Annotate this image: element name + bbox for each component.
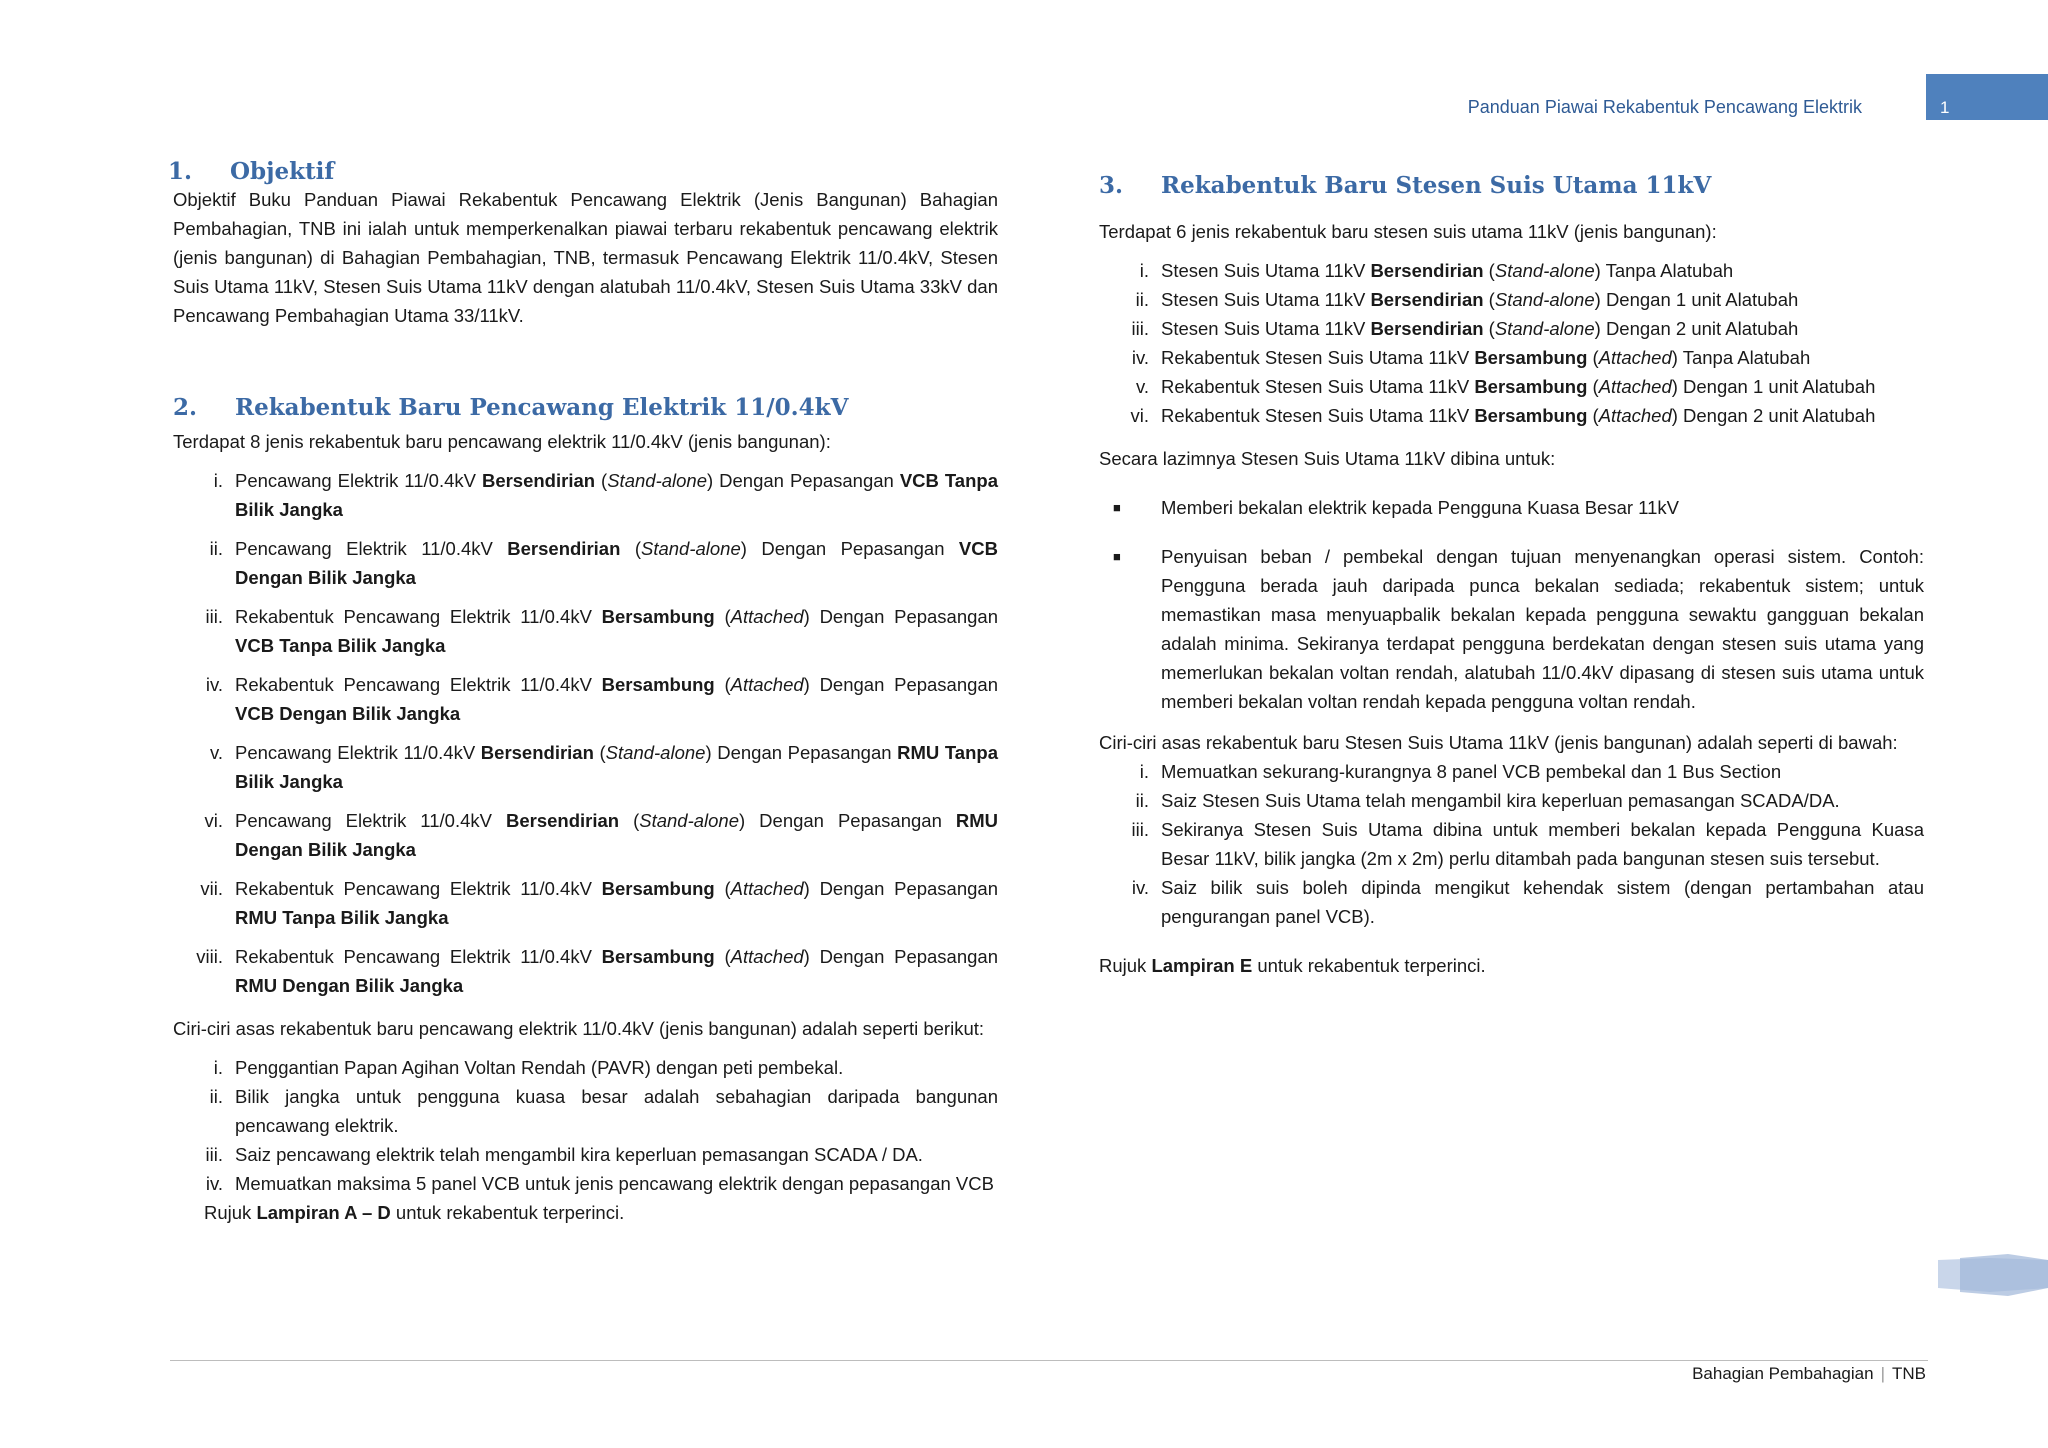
list-item-text: Penyuisan beban / pembekal dengan tujuan menyenangkan operasi sistem. Contoh: Pengguna berada jauh daripada punca bekalan sediada; rekabentuk sistem; untuk memastikan masa menyuapbalik bekalan kepada pengguna sewaktu gangguan bekalan adalah minima. Sekiranya terdapat pengguna berdekatan dengan stesen suis utama yang memerlukan bekalan voltan rendah, alatubah 11/0.4kV dipasang di stesen suis utama untuk memberi bekalan voltan rendah kepada pengguna voltan rendah.	[1161, 546, 1924, 712]
list-marker: iv.	[1131, 877, 1149, 898]
section-1-heading	[168, 158, 998, 185]
list-item	[1099, 401, 1924, 430]
list-item-text: Pencawang Elektrik 11/0.4kV Bersendirian (Stand-alone) Dengan Pepasangan RMU Tanpa Bilik Jangka	[235, 742, 998, 792]
section-3-features-list	[1099, 757, 1924, 931]
list-item-text: Stesen Suis Utama 11kV Bersendirian (Stand-alone) Dengan 2 unit Alatubah	[1161, 318, 1799, 339]
right-column	[1099, 172, 1924, 980]
list-item-text: Rekabentuk Pencawang Elektrik 11/0.4kV Bersambung (Attached) Dengan Pepasangan RMU Dengan Bilik Jangka	[235, 946, 998, 996]
list-item-text: Rekabentuk Stesen Suis Utama 11kV Bersambung (Attached) Dengan 2 unit Alatubah	[1161, 405, 1876, 426]
bullet-icon: ■	[1113, 500, 1121, 515]
list-item	[173, 534, 998, 592]
left-column	[168, 158, 998, 1227]
list-marker: i.	[213, 470, 223, 491]
list-marker: iii.	[1131, 819, 1149, 840]
list-item	[173, 738, 998, 796]
list-item	[173, 670, 998, 728]
list-marker: iii.	[205, 1144, 223, 1165]
list-marker: vi.	[1130, 405, 1149, 426]
list-item	[1099, 343, 1924, 372]
list-marker: iv.	[1131, 347, 1149, 368]
list-marker: ii.	[1135, 790, 1149, 811]
list-item	[173, 466, 998, 524]
list-item	[173, 1082, 998, 1140]
footer-rule	[170, 1360, 1928, 1361]
list-item	[1099, 314, 1924, 343]
list-marker: ii.	[209, 1086, 223, 1107]
switching-station-type-list	[1099, 256, 1924, 430]
list-item-text: Saiz pencawang elektrik telah mengambil kira keperluan pemasangan SCADA / DA.	[235, 1144, 923, 1165]
purpose-list	[1099, 493, 1924, 716]
footer-separator: |	[1880, 1364, 1885, 1383]
list-item-text: Stesen Suis Utama 11kV Bersendirian (Stand-alone) Dengan 1 unit Alatubah	[1161, 289, 1799, 310]
objective-paragraph: Objektif Buku Panduan Piawai Rekabentuk Pencawang Elektrik (Jenis Bangunan) Bahagian Pembahagian, TNB ini ialah untuk memperkenalkan piawai terbaru rekabentuk pencawang elektrik (jenis bangunan) di Bahagian Pembahagian, TNB, termasuk Pencawang Elektrik 11/0.4kV, Stesen Suis Utama 11kV, Stesen Suis Utama 11kV dengan alatubah 11/0.4kV, Stesen Suis Utama 33kV dan Pencawang Pembahagian Utama 33/11kV.	[173, 189, 998, 326]
list-item-text: Memberi bekalan elektrik kepada Pengguna Kuasa Besar 11kV	[1161, 497, 1679, 518]
list-marker: iii.	[205, 606, 223, 627]
list-item-text: Pencawang Elektrik 11/0.4kV Bersendirian (Stand-alone) Dengan Pepasangan VCB Tanpa Bilik Jangka	[235, 470, 998, 520]
list-item	[1099, 256, 1924, 285]
list-marker: v.	[1135, 376, 1149, 397]
list-marker: iii.	[1131, 318, 1149, 339]
list-item-text: Rekabentuk Pencawang Elektrik 11/0.4kV Bersambung (Attached) Dengan Pepasangan VCB Dengan Bilik Jangka	[235, 674, 998, 724]
list-marker: iv.	[205, 1173, 223, 1194]
list-item-text: Rekabentuk Stesen Suis Utama 11kV Bersambung (Attached) Tanpa Alatubah	[1161, 347, 1811, 368]
list-item	[1099, 786, 1924, 815]
section-title: Objektif	[230, 158, 335, 185]
list-item	[1099, 493, 1924, 522]
list-item-text: Rekabentuk Pencawang Elektrik 11/0.4kV Bersambung (Attached) Dengan Pepasangan RMU Tanpa Bilik Jangka	[235, 878, 998, 928]
list-item-text: Penggantian Papan Agihan Voltan Rendah (PAVR) dengan peti pembekal.	[235, 1057, 844, 1078]
list-item	[173, 1053, 998, 1082]
footer-company: TNB	[1892, 1364, 1926, 1383]
bullet-icon: ■	[1113, 549, 1121, 564]
appendix-reference: Rujuk Lampiran E untuk rekabentuk terperinci.	[1099, 955, 1486, 976]
list-marker: i.	[1139, 260, 1149, 281]
list-item-text: Rekabentuk Pencawang Elektrik 11/0.4kV Bersambung (Attached) Dengan Pepasangan VCB Tanpa Bilik Jangka	[235, 606, 998, 656]
list-item	[1099, 815, 1924, 873]
running-header: Panduan Piawai Rekabentuk Pencawang Elektrik	[1467, 97, 1862, 117]
list-item	[1099, 285, 1924, 314]
page-footer	[1692, 1364, 1926, 1384]
section-3-intro: Terdapat 6 jenis rekabentuk baru stesen suis utama 11kV (jenis bangunan):	[1099, 221, 1717, 242]
list-item-text: Saiz bilik suis boleh dipinda mengikut kehendak sistem (dengan pertambahan atau pengurangan panel VCB).	[1161, 877, 1924, 927]
footer-department: Bahagian Pembahagian	[1692, 1364, 1874, 1383]
list-item-text: Memuatkan maksima 5 panel VCB untuk jenis pencawang elektrik dengan pepasangan VCB	[235, 1173, 994, 1194]
list-item-text: Stesen Suis Utama 11kV Bersendirian (Stand-alone) Tanpa Alatubah	[1161, 260, 1734, 281]
section-title: Rekabentuk Baru Stesen Suis Utama 11kV	[1161, 172, 1712, 199]
list-item-text: Rekabentuk Stesen Suis Utama 11kV Bersambung (Attached) Dengan 1 unit Alatubah	[1161, 376, 1876, 397]
appendix-reference: Rujuk Lampiran A – D untuk rekabentuk terperinci.	[204, 1202, 625, 1223]
substation-type-list	[173, 466, 998, 1000]
page-number-tab	[1926, 74, 2048, 120]
list-item	[1099, 372, 1924, 401]
section-3-heading	[1099, 172, 1924, 199]
page-curl-decoration-icon	[1938, 1254, 2048, 1296]
purpose-intro: Secara lazimnya Stesen Suis Utama 11kV dibina untuk:	[1099, 448, 1556, 469]
list-item-text: Bilik jangka untuk pengguna kuasa besar adalah sebahagian daripada bangunan pencawang elektrik.	[235, 1086, 998, 1136]
list-marker: vii.	[200, 878, 223, 899]
section-number: 3.	[1099, 172, 1124, 199]
list-item	[173, 806, 998, 864]
list-marker: ii.	[1135, 289, 1149, 310]
list-marker: ii.	[209, 538, 223, 559]
list-item	[173, 1140, 998, 1169]
section-number: 2.	[173, 394, 198, 421]
section-2-intro: Terdapat 8 jenis rekabentuk baru pencawang elektrik 11/0.4kV (jenis bangunan):	[173, 431, 831, 452]
list-marker: viii.	[196, 946, 223, 967]
list-marker: iv.	[205, 674, 223, 695]
section-2-heading	[173, 394, 998, 421]
list-item	[173, 1169, 998, 1198]
section-number: 1.	[168, 158, 193, 185]
section-3-features-intro: Ciri-ciri asas rekabentuk baru Stesen Suis Utama 11kV (jenis bangunan) adalah seperti di bawah:	[1099, 732, 1898, 753]
list-item	[1099, 873, 1924, 931]
list-item-text: Pencawang Elektrik 11/0.4kV Bersendirian (Stand-alone) Dengan Pepasangan VCB Dengan Bilik Jangka	[235, 538, 998, 588]
list-marker: i.	[1139, 761, 1149, 782]
list-item	[173, 942, 998, 1000]
section-2-features-list	[173, 1053, 998, 1198]
list-marker: i.	[213, 1057, 223, 1078]
list-item-text: Pencawang Elektrik 11/0.4kV Bersendirian (Stand-alone) Dengan Pepasangan RMU Dengan Bilik Jangka	[235, 810, 998, 860]
list-item-text: Memuatkan sekurang-kurangnya 8 panel VCB pembekal dan 1 Bus Section	[1161, 761, 1782, 782]
list-item	[173, 602, 998, 660]
section-title: Rekabentuk Baru Pencawang Elektrik 11/0.4kV	[235, 394, 849, 421]
list-item	[173, 874, 998, 932]
list-marker: vi.	[204, 810, 223, 831]
list-marker: v.	[209, 742, 223, 763]
list-item	[1099, 542, 1924, 716]
list-item	[1099, 757, 1924, 786]
list-item-text: Saiz Stesen Suis Utama telah mengambil kira keperluan pemasangan SCADA/DA.	[1161, 790, 1840, 811]
list-item-text: Sekiranya Stesen Suis Utama dibina untuk memberi bekalan kepada Pengguna Kuasa Besar 11kV, bilik jangka (2m x 2m) perlu ditambah pada bangunan stesen suis tersebut.	[1161, 819, 1924, 869]
page-number: 1	[1940, 98, 1950, 117]
section-2-features-intro: Ciri-ciri asas rekabentuk baru pencawang elektrik 11/0.4kV (jenis bangunan) adalah seperti berikut:	[173, 1018, 985, 1039]
